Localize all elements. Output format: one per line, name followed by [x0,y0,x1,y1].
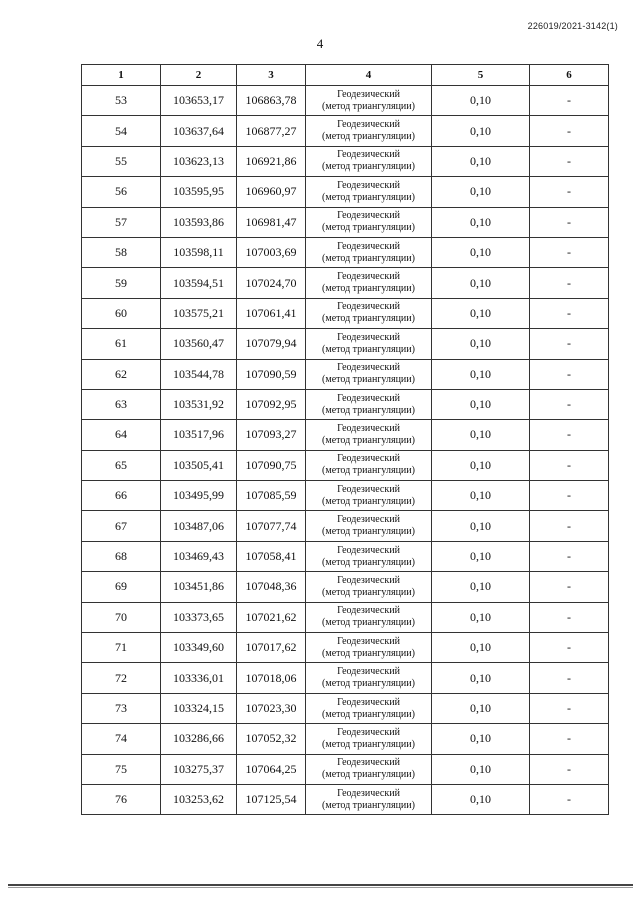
point-number-cell: 65 [82,450,161,480]
method-name: Геодезический [337,726,400,738]
method-cell [306,359,432,389]
table-row [82,329,609,359]
point-number-cell: 59 [82,268,161,298]
method-cell [306,481,432,511]
point-number-cell: 64 [82,420,161,450]
method-name: Геодезический [337,392,400,404]
x-coordinate-cell: 103505,41 [161,450,237,480]
y-coordinate-cell: 107125,54 [237,784,306,814]
table-header-row [82,65,609,86]
method-detail: (метод триангуляции) [322,526,415,538]
method-detail: (метод триангуляции) [322,404,415,416]
table-row [82,177,609,207]
table-row [82,389,609,419]
method-detail: (метод триангуляции) [322,100,415,112]
point-number-cell: 54 [82,116,161,146]
point-number-cell: 70 [82,602,161,632]
method-name: Геодезический [337,179,400,191]
table-row [82,116,609,146]
method-name: Геодезический [337,605,400,617]
y-coordinate-cell: 107090,75 [237,450,306,480]
method-name: Геодезический [337,544,400,556]
accuracy-cell: 0,10 [432,754,530,784]
point-number-cell: 56 [82,177,161,207]
note-cell: - [530,754,609,784]
method-detail: (метод триангуляции) [322,495,415,507]
accuracy-cell: 0,10 [432,207,530,237]
point-number-cell: 53 [82,86,161,116]
method-detail: (метод триангуляции) [322,556,415,568]
table-row [82,541,609,571]
x-coordinate-cell: 103517,96 [161,420,237,450]
method-detail: (метод триангуляции) [322,374,415,386]
note-cell: - [530,481,609,511]
accuracy-cell: 0,10 [432,298,530,328]
method-detail: (метод триангуляции) [322,313,415,325]
method-name: Геодезический [337,271,400,283]
method-detail: (метод триангуляции) [322,131,415,143]
method-name: Геодезический [337,149,400,161]
table-row [82,602,609,632]
x-coordinate-cell: 103560,47 [161,329,237,359]
note-cell: - [530,541,609,571]
method-detail: (метод триангуляции) [322,222,415,234]
note-cell: - [530,389,609,419]
method-cell [306,116,432,146]
method-cell [306,541,432,571]
note-cell: - [530,724,609,754]
method-detail: (метод триангуляции) [322,191,415,203]
column-header: 3 [237,65,306,86]
point-number-cell: 61 [82,329,161,359]
point-number-cell: 57 [82,207,161,237]
method-detail: (метод триангуляции) [322,647,415,659]
y-coordinate-cell: 106921,86 [237,146,306,176]
x-coordinate-cell: 103653,17 [161,86,237,116]
method-cell [306,86,432,116]
table-row [82,86,609,116]
accuracy-cell: 0,10 [432,359,530,389]
y-coordinate-cell: 107079,94 [237,329,306,359]
table-row [82,754,609,784]
accuracy-cell: 0,10 [432,116,530,146]
x-coordinate-cell: 103324,15 [161,693,237,723]
y-coordinate-cell: 107064,25 [237,754,306,784]
table-row [82,724,609,754]
method-cell [306,177,432,207]
method-detail: (метод триангуляции) [322,708,415,720]
x-coordinate-cell: 103595,95 [161,177,237,207]
y-coordinate-cell: 107018,06 [237,663,306,693]
method-name: Геодезический [337,210,400,222]
x-coordinate-cell: 103495,99 [161,481,237,511]
y-coordinate-cell: 107052,32 [237,724,306,754]
note-cell: - [530,237,609,267]
method-detail: (метод триангуляции) [322,617,415,629]
accuracy-cell: 0,10 [432,511,530,541]
accuracy-cell: 0,10 [432,724,530,754]
method-cell [306,298,432,328]
y-coordinate-cell: 107092,95 [237,389,306,419]
method-cell [306,329,432,359]
method-cell [306,724,432,754]
method-cell [306,268,432,298]
column-header: 6 [530,65,609,86]
note-cell: - [530,693,609,723]
x-coordinate-cell: 103623,13 [161,146,237,176]
point-number-cell: 55 [82,146,161,176]
table-row [82,146,609,176]
x-coordinate-cell: 103451,86 [161,572,237,602]
column-header: 4 [306,65,432,86]
column-header: 1 [82,65,161,86]
accuracy-cell: 0,10 [432,177,530,207]
note-cell: - [530,784,609,814]
footer-divider-thin [8,887,633,888]
table-row [82,663,609,693]
accuracy-cell: 0,10 [432,572,530,602]
method-cell [306,237,432,267]
method-name: Геодезический [337,787,400,799]
method-cell [306,450,432,480]
point-number-cell: 72 [82,663,161,693]
method-cell [306,663,432,693]
table-row [82,450,609,480]
note-cell: - [530,420,609,450]
method-name: Геодезический [337,453,400,465]
table-row [82,207,609,237]
method-name: Геодезический [337,757,400,769]
accuracy-cell: 0,10 [432,541,530,571]
accuracy-cell: 0,10 [432,237,530,267]
method-detail: (метод триангуляции) [322,586,415,598]
method-detail: (метод триангуляции) [322,738,415,750]
point-number-cell: 66 [82,481,161,511]
table-row [82,784,609,814]
method-detail: (метод триангуляции) [322,252,415,264]
method-detail: (метод триангуляции) [322,283,415,295]
y-coordinate-cell: 106863,78 [237,86,306,116]
note-cell: - [530,450,609,480]
x-coordinate-cell: 103575,21 [161,298,237,328]
accuracy-cell: 0,10 [432,633,530,663]
point-number-cell: 75 [82,754,161,784]
y-coordinate-cell: 107023,30 [237,693,306,723]
table-row [82,298,609,328]
method-cell [306,602,432,632]
y-coordinate-cell: 107085,59 [237,481,306,511]
accuracy-cell: 0,10 [432,481,530,511]
method-name: Геодезический [337,483,400,495]
method-name: Геодезический [337,574,400,586]
page-number: 4 [316,36,324,51]
column-header: 2 [161,65,237,86]
method-cell [306,693,432,723]
method-name: Геодезический [337,514,400,526]
x-coordinate-cell: 103544,78 [161,359,237,389]
point-number-cell: 67 [82,511,161,541]
column-header: 5 [432,65,530,86]
x-coordinate-cell: 103593,86 [161,207,237,237]
method-name: Геодезический [337,422,400,434]
method-detail: (метод триангуляции) [322,161,415,173]
point-number-cell: 76 [82,784,161,814]
x-coordinate-cell: 103637,64 [161,116,237,146]
point-number-cell: 60 [82,298,161,328]
method-cell [306,207,432,237]
x-coordinate-cell: 103598,11 [161,237,237,267]
point-number-cell: 58 [82,237,161,267]
method-name: Геодезический [337,88,400,100]
y-coordinate-cell: 107048,36 [237,572,306,602]
table-row [82,420,609,450]
method-name: Геодезический [337,666,400,678]
document-id: 226019/2021-3142(1) [527,21,618,31]
method-name: Геодезический [337,240,400,252]
accuracy-cell: 0,10 [432,450,530,480]
accuracy-cell: 0,10 [432,329,530,359]
method-cell [306,754,432,784]
x-coordinate-cell: 103487,06 [161,511,237,541]
method-name: Геодезический [337,362,400,374]
note-cell: - [530,511,609,541]
table-row [82,359,609,389]
method-cell [306,511,432,541]
x-coordinate-cell: 103531,92 [161,389,237,419]
x-coordinate-cell: 103275,37 [161,754,237,784]
accuracy-cell: 0,10 [432,602,530,632]
point-number-cell: 69 [82,572,161,602]
method-detail: (метод триангуляции) [322,343,415,355]
note-cell: - [530,207,609,237]
note-cell: - [530,359,609,389]
x-coordinate-cell: 103286,66 [161,724,237,754]
method-cell [306,420,432,450]
note-cell: - [530,633,609,663]
accuracy-cell: 0,10 [432,420,530,450]
y-coordinate-cell: 107024,70 [237,268,306,298]
y-coordinate-cell: 106960,97 [237,177,306,207]
table-row [82,633,609,663]
coordinates-table [81,64,609,815]
y-coordinate-cell: 107093,27 [237,420,306,450]
table-row [82,481,609,511]
x-coordinate-cell: 103336,01 [161,663,237,693]
note-cell: - [530,329,609,359]
note-cell: - [530,86,609,116]
method-cell [306,572,432,602]
y-coordinate-cell: 107021,62 [237,602,306,632]
note-cell: - [530,663,609,693]
method-name: Геодезический [337,331,400,343]
table-row [82,693,609,723]
point-number-cell: 71 [82,633,161,663]
method-detail: (метод триангуляции) [322,678,415,690]
method-detail: (метод триангуляции) [322,434,415,446]
note-cell: - [530,177,609,207]
note-cell: - [530,572,609,602]
method-cell [306,389,432,419]
y-coordinate-cell: 106877,27 [237,116,306,146]
note-cell: - [530,268,609,298]
x-coordinate-cell: 103349,60 [161,633,237,663]
point-number-cell: 62 [82,359,161,389]
method-name: Геодезический [337,635,400,647]
table-row [82,511,609,541]
y-coordinate-cell: 107077,74 [237,511,306,541]
point-number-cell: 68 [82,541,161,571]
point-number-cell: 63 [82,389,161,419]
x-coordinate-cell: 103594,51 [161,268,237,298]
method-name: Геодезический [337,119,400,131]
y-coordinate-cell: 107017,62 [237,633,306,663]
method-cell [306,633,432,663]
accuracy-cell: 0,10 [432,693,530,723]
accuracy-cell: 0,10 [432,268,530,298]
footer-divider [8,884,633,886]
method-cell [306,146,432,176]
note-cell: - [530,298,609,328]
y-coordinate-cell: 107058,41 [237,541,306,571]
method-detail: (метод триангуляции) [322,799,415,811]
method-name: Геодезический [337,696,400,708]
accuracy-cell: 0,10 [432,663,530,693]
note-cell: - [530,116,609,146]
table-body [82,86,609,815]
point-number-cell: 73 [82,693,161,723]
method-name: Геодезический [337,301,400,313]
note-cell: - [530,602,609,632]
y-coordinate-cell: 107003,69 [237,237,306,267]
y-coordinate-cell: 106981,47 [237,207,306,237]
point-number-cell: 74 [82,724,161,754]
x-coordinate-cell: 103469,43 [161,541,237,571]
table-row [82,237,609,267]
table-row [82,572,609,602]
method-cell [306,784,432,814]
accuracy-cell: 0,10 [432,389,530,419]
y-coordinate-cell: 107061,41 [237,298,306,328]
accuracy-cell: 0,10 [432,784,530,814]
table-row [82,268,609,298]
y-coordinate-cell: 107090,59 [237,359,306,389]
x-coordinate-cell: 103373,65 [161,602,237,632]
note-cell: - [530,146,609,176]
method-detail: (метод триангуляции) [322,769,415,781]
accuracy-cell: 0,10 [432,146,530,176]
x-coordinate-cell: 103253,62 [161,784,237,814]
method-detail: (метод триангуляции) [322,465,415,477]
accuracy-cell: 0,10 [432,86,530,116]
